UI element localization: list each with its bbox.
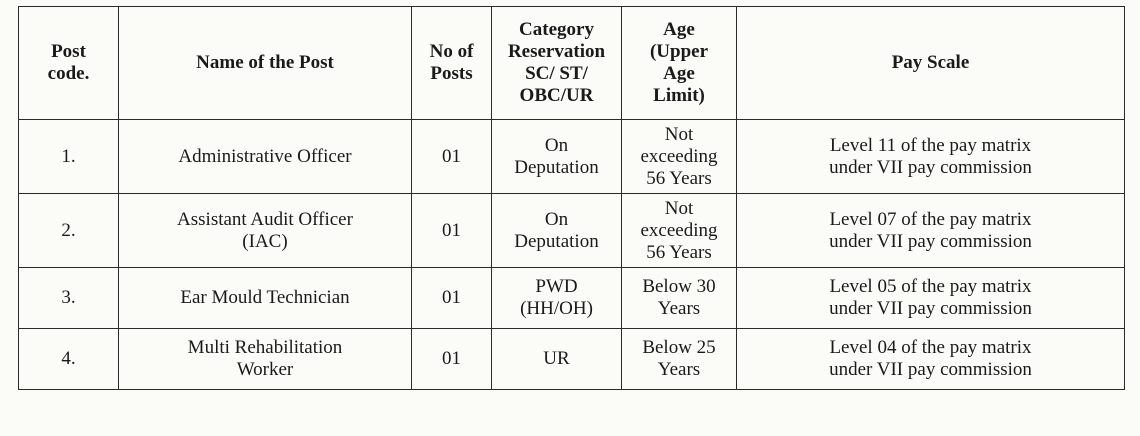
header-no-of-posts: No of Posts — [412, 7, 492, 120]
cell-pay-scale: Level 04 of the pay matrix under VII pay commission — [737, 329, 1125, 390]
header-name-of-post: Name of the Post — [119, 7, 412, 120]
cell-no-of-posts: 01 — [412, 120, 492, 194]
table-row — [19, 268, 1125, 329]
cell-age-limit: Below 25 Years — [622, 329, 737, 390]
cell-age-limit: Not exceeding 56 Years — [622, 120, 737, 194]
cell-category: On Deputation — [492, 194, 622, 268]
cell-post-code: 4. — [19, 329, 119, 390]
cell-category: UR — [492, 329, 622, 390]
cell-pay-scale: Level 07 of the pay matrix under VII pay commission — [737, 194, 1125, 268]
cell-no-of-posts: 01 — [412, 194, 492, 268]
cell-post-code: 3. — [19, 268, 119, 329]
posts-table — [18, 6, 1125, 390]
cell-post-name: Assistant Audit Officer (IAC) — [119, 194, 412, 268]
header-post-code: Post code. — [19, 7, 119, 120]
cell-post-name: Administrative Officer — [119, 120, 412, 194]
cell-post-code: 1. — [19, 120, 119, 194]
table-row — [19, 120, 1125, 194]
cell-category: On Deputation — [492, 120, 622, 194]
cell-age-limit: Not exceeding 56 Years — [622, 194, 737, 268]
cell-post-code: 2. — [19, 194, 119, 268]
header-pay-scale: Pay Scale — [737, 7, 1125, 120]
cell-post-name: Ear Mould Technician — [119, 268, 412, 329]
cell-age-limit: Below 30 Years — [622, 268, 737, 329]
cell-no-of-posts: 01 — [412, 329, 492, 390]
header-category-reservation: Category Reservation SC/ ST/ OBC/UR — [492, 7, 622, 120]
table-row — [19, 329, 1125, 390]
cell-category: PWD (HH/OH) — [492, 268, 622, 329]
table-row — [19, 194, 1125, 268]
cell-pay-scale: Level 05 of the pay matrix under VII pay commission — [737, 268, 1125, 329]
cell-no-of-posts: 01 — [412, 268, 492, 329]
cell-post-name: Multi Rehabilitation Worker — [119, 329, 412, 390]
header-age-limit: Age (Upper Age Limit) — [622, 7, 737, 120]
table-header-row — [19, 7, 1125, 120]
cell-pay-scale: Level 11 of the pay matrix under VII pay commission — [737, 120, 1125, 194]
